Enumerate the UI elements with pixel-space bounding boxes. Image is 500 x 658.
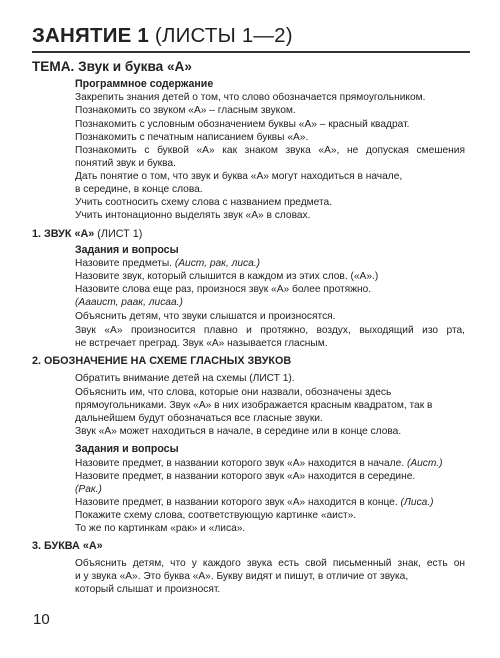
section2-line: Обратить внимание детей на схемы (ЛИСТ 1). [75, 373, 295, 384]
lesson-title-sheets: (ЛИСТЫ 1—2) [154, 24, 293, 47]
section2-line: прямоугольниками. Звук «А» в них изображается красным квадратом, так в [75, 400, 433, 411]
section2-question-answer: (Лиса.) [400, 497, 434, 508]
section2-question-text: Назовите предмет, в названии которого звук «А» находится в начале. [75, 458, 405, 469]
section1-line: Назовите слова еще раз, произнося звук «А» более протяжно. [75, 284, 372, 295]
program-line: Закрепить знания детей о том, что слово обозначается прямоугольником. [75, 92, 426, 103]
program-heading: Программное содержание [75, 78, 214, 90]
section1-line-text: Назовите предметы. [75, 258, 172, 269]
program-line: Дать понятие о том, что звук и буква «А» могут находиться в начале, [75, 171, 403, 182]
page-number: 10 [33, 611, 50, 628]
lesson-title-bold: ЗАНЯТИЕ 1 [32, 24, 150, 47]
program-line: Познакомить с печатным написанием буквы «А». [75, 132, 309, 143]
section1-line: не встречает преград. Звук «А» называется гласным. [75, 338, 328, 349]
section1-line: Объяснить детям, что звуки слышатся и произносятся. [75, 311, 336, 322]
section1-line-answer: (Аист, рак, лиса.) [174, 258, 261, 269]
section2-line: То же по картинкам «рак» и «лиса». [75, 523, 246, 534]
section3-title: 3. БУКВА «А» [32, 540, 103, 552]
program-line: Познакомить с условным обозначением буквы «А» – красный квадрат. [75, 119, 410, 130]
title-underline [32, 51, 470, 53]
section2-question: Назовите предмет, в названии которого звук «А» находится в середине. [75, 471, 416, 482]
lesson-title [32, 24, 293, 48]
topic-heading: ТЕМА. Звук и буква «А» [32, 59, 192, 74]
section2-question-text: Назовите предмет, в названии которого звук «А» находится в конце. [75, 497, 398, 508]
program-line: Учить интонационно выделять звук «А» в словах. [75, 210, 311, 221]
section1-title-sheet: (ЛИСТ 1) [97, 228, 143, 240]
section1-line-answer: (Аааист, раак, лисаа.) [75, 297, 183, 308]
section3-line: который слышат и произносят. [75, 584, 221, 595]
section2-line: Звук «А» может находиться в начале, в середине или в конце слова. [75, 426, 402, 437]
section2-line: Объяснить им, что слова, которые они назвали, обозначены здесь [75, 387, 392, 398]
section1-title [32, 228, 142, 241]
section2-question-answer: (Рак.) [75, 484, 102, 495]
section2-line: Покажите схему слова, соответствующую картинке «аист». [75, 510, 357, 521]
program-line: Учить соотносить схему слова с названием предмета. [75, 197, 333, 208]
section2-title: 2. ОБОЗНАЧЕНИЕ НА СХЕМЕ ГЛАСНЫХ ЗВУКОВ [32, 355, 292, 367]
section2-line: дальнейшем будут обозначаться все гласные звуки. [75, 413, 323, 424]
section2-tasks-heading: Задания и вопросы [75, 443, 179, 455]
program-line: Познакомить с буквой «А» как знаком звука «А», не допуская смешения [75, 145, 465, 156]
section1-line: Звук «А» произносится плавно и протяжно, воздух, выходящий изо рта, [75, 325, 465, 336]
section2-question [75, 496, 434, 509]
section1-tasks-heading: Задания и вопросы [75, 244, 179, 256]
section3-line: и у звука «А». Это буква «А». Букву видят и пишут, в отличие от звука, [75, 571, 409, 582]
section2-question-answer: (Аист.) [406, 458, 443, 469]
section1-line: Назовите звук, который слышится в каждом из этих слов. («А».) [75, 271, 379, 282]
section1-line [75, 257, 260, 270]
section1-title-bold: 1. ЗВУК «А» [32, 228, 95, 240]
program-line: Познакомить со звуком «А» – гласным звуком. [75, 105, 296, 116]
section3-line: Объяснить детям, что у каждого звука есть свой письменный знак, есть он [75, 558, 465, 569]
program-line: понятий звук и буква. [75, 158, 176, 169]
program-line: в середине, в конце слова. [75, 184, 203, 195]
section2-question [75, 457, 442, 470]
